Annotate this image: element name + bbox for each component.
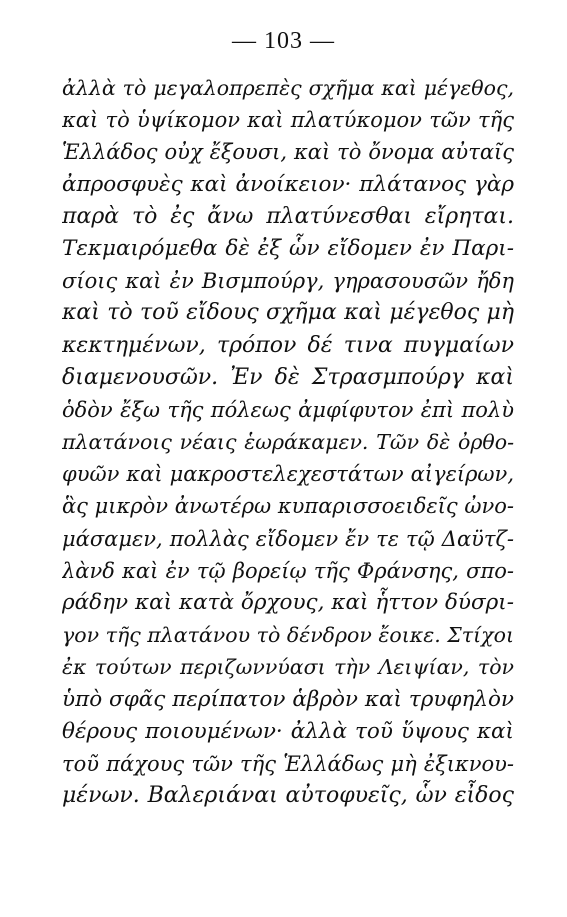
- body-text: [62, 72, 514, 812]
- text-line: ράδην καὶ κατὰ ὄρχους, καὶ ἧττον δύσρι-: [62, 590, 514, 615]
- text-line: ὁδὸν ἔξω τῆς πόλεως ἀμφίφυτον ἐπὶ πολὺ: [62, 397, 514, 422]
- text-line: διαμενουσῶν. Ἐν δὲ Στρασμπούργ καὶ: [62, 364, 514, 390]
- text-line: ὑπὸ σφᾶς περίπατον ἁβρὸν καὶ τρυφηλὸν: [62, 686, 514, 712]
- text-line: μάσαμεν, πολλὰς εἴδομεν ἔν τε τῷ Δαϋτζ-: [62, 526, 514, 551]
- text-line: λὰνδ καὶ ἐν τῷ βορείῳ τῆς Φράνσης, σπο-: [62, 558, 514, 583]
- text-line: καὶ τὸ τοῦ εἴδους σχῆμα καὶ μέγεθος μὴ: [62, 300, 514, 326]
- text-line: Ἑλλάδος οὐχ ἔξουσι, καὶ τὸ ὄνομα αὐταῖς: [62, 140, 514, 165]
- text-line: καὶ τὸ ὑψίκομον καὶ πλατύκομον τῶν τῆς: [62, 108, 514, 133]
- text-line: κεκτημένων, τρόπον δέ τινα πυγμαίων: [62, 332, 514, 358]
- text-line: ἀλλὰ τὸ μεγαλοπρεπὲς σχῆμα καὶ μέγεθος,: [62, 76, 514, 100]
- page-number: — 103 —: [232, 28, 335, 54]
- text-line: τοῦ πάχους τῶν τῆς Ἑλλάδως μὴ ἐξικνου-: [62, 751, 514, 776]
- text-line: γον τῆς πλατάνου τὸ δένδρον ἔοικε. Στίχοι: [62, 623, 514, 648]
- text-line: Τεκμαιρόμεθα δὲ ἐξ ὧν εἴδομεν ἐν Παρι-: [62, 235, 514, 261]
- text-line: παρὰ τὸ ἐς ἄνω πλατύνεσθαι εἴρηται.: [62, 203, 514, 229]
- text-line: μένων. Βαλεριάναι αὐτοφυεῖς, ὧν εἶδος: [62, 783, 514, 809]
- text-line: φυῶν καὶ μακροστελεχεστάτων αἰγείρων,: [62, 462, 514, 487]
- text-line: ἐκ τούτων περιζωννύασι τὴν Λειψίαν, τὸν: [62, 655, 514, 680]
- text-line: ἀπροσφυὲς καὶ ἀνοίκειον· πλάτανος γὰρ: [62, 171, 514, 197]
- text-line: σίοις καὶ ἐν Βισμπούργ, γηρασουσῶν ἤδη: [62, 269, 514, 294]
- text-line: πλατάνοις νέαις ἑωράκαμεν. Τῶν δὲ ὀρθο-: [62, 430, 514, 455]
- text-line: θέρους ποιουμένων· ἀλλὰ τοῦ ὕψους καὶ: [62, 718, 514, 744]
- text-line: ἃς μικρὸν ἀνωτέρω κυπαρισσοειδεῖς ὠνο-: [62, 494, 514, 519]
